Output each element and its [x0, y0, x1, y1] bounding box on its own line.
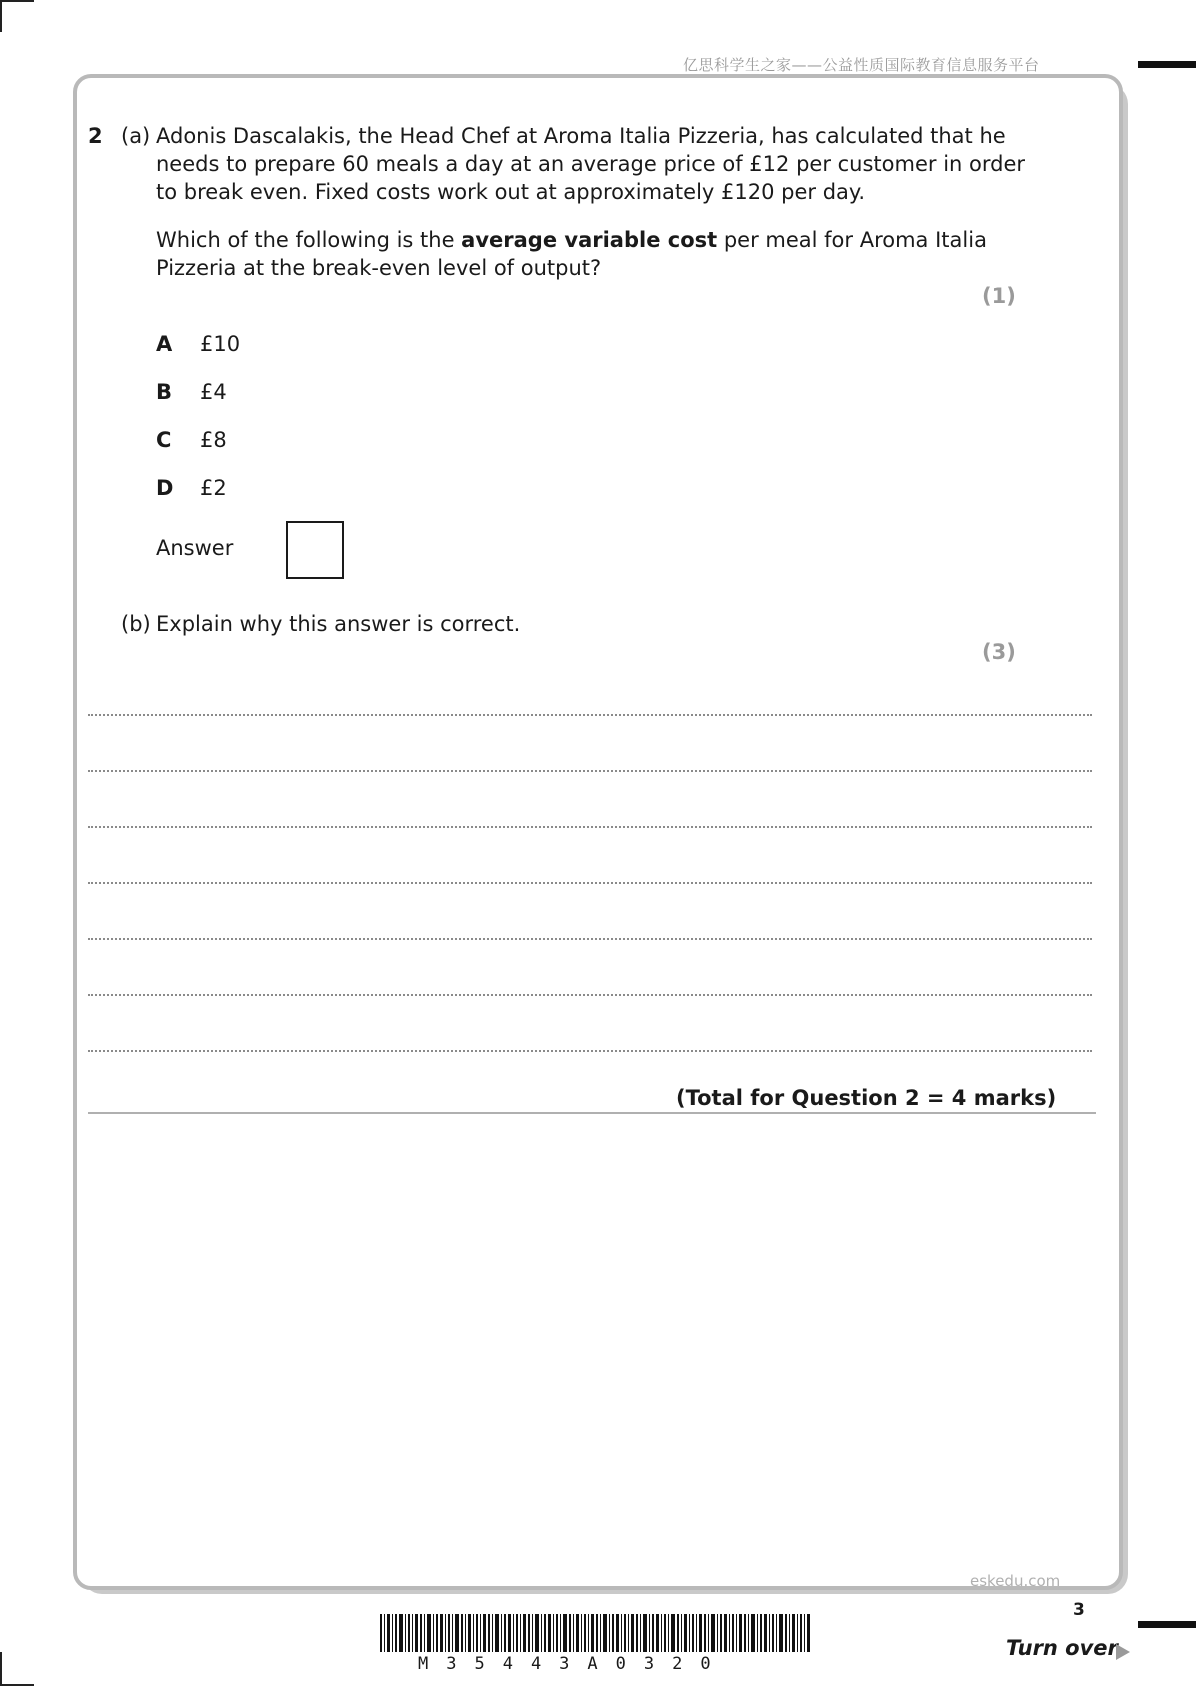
crop-mark-top-left-horizontal: [0, 0, 34, 2]
answer-line-3[interactable]: [88, 826, 1092, 828]
edge-mark-top: [1138, 61, 1196, 68]
crop-mark-bottom-left-vertical: [0, 1652, 2, 1686]
answer-box[interactable]: [286, 521, 344, 579]
prompt-text-post: per meal for Aroma Italia: [717, 228, 987, 252]
intro-line-1: Adonis Dascalakis, the Head Chef at Aroma Italia Pizzeria, has calculated that he: [156, 124, 1006, 148]
option-value-b: £4: [200, 380, 227, 404]
crop-mark-top-left-vertical: [0, 0, 2, 32]
answer-line-6[interactable]: [88, 994, 1092, 996]
option-letter-b: B: [156, 380, 173, 404]
footer-watermark: eskedu.com: [970, 1572, 1061, 1590]
answer-line-1[interactable]: [88, 714, 1092, 716]
intro-line-2: needs to prepare 60 meals a day at an average price of £12 per customer in order: [156, 152, 1026, 176]
option-value-c: £8: [200, 428, 227, 452]
answer-line-5[interactable]: [88, 938, 1092, 940]
total-marks: (Total for Question 2 = 4 marks): [676, 1086, 1057, 1110]
option-letter-c: C: [156, 428, 172, 452]
answer-label: Answer: [156, 536, 234, 560]
answer-line-4[interactable]: [88, 882, 1092, 884]
edge-mark-bottom: [1138, 1621, 1196, 1628]
question-prompt-line-2: Pizzeria at the break-even level of output?: [156, 256, 602, 280]
part-a-label: (a): [121, 124, 151, 148]
option-letter-d: D: [156, 476, 174, 500]
answer-line-2[interactable]: [88, 770, 1092, 772]
page-frame: [73, 74, 1123, 1590]
page-number: 3: [1073, 1600, 1085, 1620]
prompt-text-bold: average variable cost: [461, 228, 718, 252]
option-value-a: £10: [200, 332, 241, 356]
turn-over-arrow-icon: [1116, 1644, 1130, 1660]
header-watermark: 亿思科学生之家——公益性质国际教育信息服务平台: [683, 56, 1040, 74]
part-b-label: (b): [121, 612, 151, 636]
part-a-marks: (1): [982, 284, 1016, 308]
option-value-d: £2: [200, 476, 227, 500]
answer-line-7[interactable]: [88, 1050, 1092, 1052]
question-prompt-line-1: [156, 226, 987, 254]
option-letter-a: A: [156, 332, 173, 356]
intro-line-3: to break even. Fixed costs work out at approximately £120 per day.: [156, 180, 865, 204]
barcode: [380, 1614, 814, 1652]
prompt-text-pre: Which of the following is the: [156, 228, 462, 252]
total-rule: [88, 1112, 1096, 1114]
part-b-text: Explain why this answer is correct.: [156, 612, 521, 636]
part-b-marks: (3): [982, 640, 1016, 664]
barcode-text: M35443A0320: [418, 1654, 729, 1674]
question-number: 2: [88, 124, 103, 148]
turn-over-label: Turn over: [1006, 1636, 1118, 1660]
